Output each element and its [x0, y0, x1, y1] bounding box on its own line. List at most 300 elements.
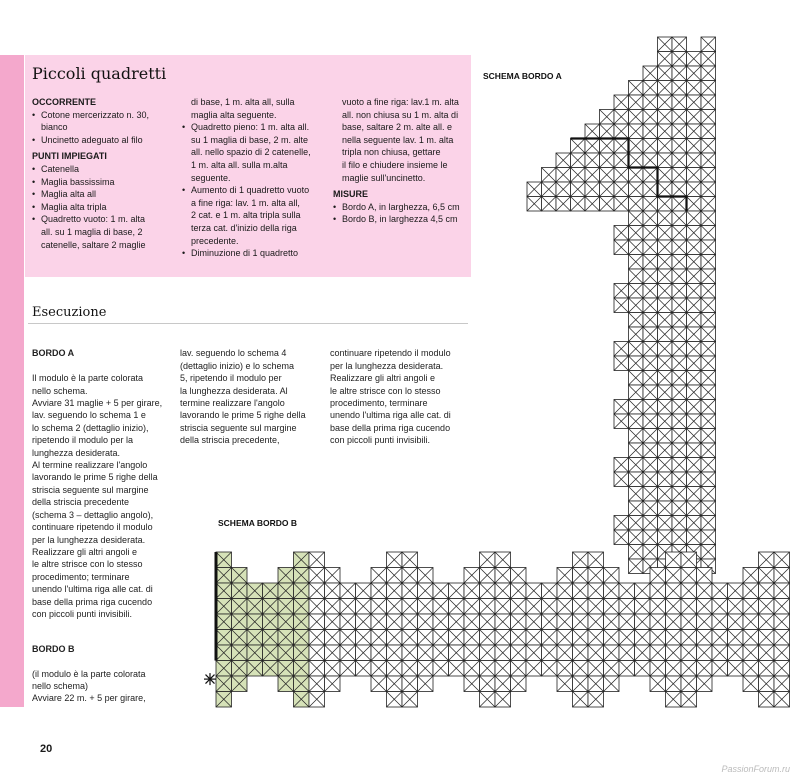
filet-cell: [643, 197, 658, 212]
filet-cell: [216, 676, 232, 692]
filet-cell: [643, 545, 658, 560]
filet-cell: [278, 583, 294, 599]
page-number: 20: [40, 743, 53, 755]
filet-cell: [629, 284, 644, 299]
filet-cell: [701, 269, 716, 284]
filet-cell: [309, 645, 325, 661]
filet-cell: [643, 313, 658, 328]
filet-cell: [571, 153, 586, 168]
filet-cell: [263, 583, 279, 599]
filet-cell: [571, 139, 586, 154]
filet-cell: [672, 182, 687, 197]
filet-cell: [340, 645, 356, 661]
execution-text-2: lav. seguendo lo schema 4 (dettaglio inizio) e lo schema 5, ripetendo il modulo per la lunghezza desiderata. Al termine realizzare l'angolo lavorando le prime 5 righe della striscia seguente sul margine della striscia precedente,: [180, 348, 306, 446]
filet-cell: [325, 630, 341, 646]
filet-cell: [658, 414, 673, 429]
filet-cell: [294, 692, 310, 708]
filet-cell: [697, 568, 713, 584]
filet-cell: [701, 385, 716, 400]
filet-cell: [666, 661, 682, 677]
filet-cell: [672, 269, 687, 284]
filet-cell: [542, 614, 558, 630]
filet-cell: [687, 81, 702, 96]
filet-cell: [464, 583, 480, 599]
filet-cell: [309, 692, 325, 708]
filet-cell: [573, 692, 589, 708]
filet-cell: [619, 661, 635, 677]
filet-cell: [629, 269, 644, 284]
filet-cell: [712, 661, 728, 677]
filet-cell: [216, 552, 232, 568]
filet-cell: [309, 630, 325, 646]
filet-cell: [701, 472, 716, 487]
filet-cell: [614, 139, 629, 154]
filet-cell: [542, 197, 557, 212]
filet-cell: [643, 182, 658, 197]
filet-cell: [495, 692, 511, 708]
list-item: vuoto a fine riga: lav.1 m. alta: [342, 97, 459, 107]
filet-cell: [666, 599, 682, 615]
schema-bordo-a-chart: [527, 37, 716, 574]
filet-cell: [701, 356, 716, 371]
filet-cell: [449, 645, 465, 661]
filet-cell: [629, 313, 644, 328]
filet-cell: [588, 661, 604, 677]
filet-cell: [701, 226, 716, 241]
filet-cell: [728, 599, 744, 615]
filet-cell: [556, 182, 571, 197]
filet-cell: [672, 240, 687, 255]
filet-cell: [672, 298, 687, 313]
filet-cell: [658, 153, 673, 168]
filet-cell: [687, 501, 702, 516]
filet-cell: [701, 371, 716, 386]
filet-cell: [629, 545, 644, 560]
filet-cell: [672, 95, 687, 110]
filet-cell: [687, 516, 702, 531]
filet-cell: [774, 614, 790, 630]
filet-cell: [294, 599, 310, 615]
filet-cell: [629, 81, 644, 96]
filet-cell: [629, 472, 644, 487]
filet-cell: [614, 95, 629, 110]
filet-cell: [387, 568, 403, 584]
bordo-a-heading: BORDO A: [32, 348, 75, 359]
filet-cell: [216, 661, 232, 677]
filet-cell: [701, 429, 716, 444]
filet-cell: [672, 472, 687, 487]
filet-cell: [687, 211, 702, 226]
filet-cell: [672, 400, 687, 415]
filet-cell: [687, 342, 702, 357]
filet-cell: [774, 630, 790, 646]
list-item: seguente.: [191, 172, 231, 183]
filet-cell: [759, 645, 775, 661]
filet-cell: [557, 661, 573, 677]
execution-text-3: continuare ripetendo il modulo per la lunghezza desiderata. Realizzare gli altri angoli e le altre strisce con lo stesso procedimento, terminare unendo l'ultima riga alle cat. di base della prima riga cucendo con piccoli punti invisibili.: [330, 348, 451, 446]
filet-cell: [672, 429, 687, 444]
filet-cell: [542, 168, 557, 183]
filet-cell: [687, 284, 702, 299]
filet-cell: [643, 269, 658, 284]
filet-cell: [614, 356, 629, 371]
filet-cell: [585, 139, 600, 154]
filet-cell: [687, 385, 702, 400]
filet-cell: [701, 501, 716, 516]
filet-cell: [658, 458, 673, 473]
filet-cell: [701, 197, 716, 212]
filet-cell: [418, 645, 434, 661]
filet-cell: [701, 400, 716, 415]
filet-cell: [728, 583, 744, 599]
filet-cell: [614, 400, 629, 415]
filet-cell: [672, 81, 687, 96]
filet-cell: [658, 487, 673, 502]
filet-cell: [643, 530, 658, 545]
filet-cell: [325, 645, 341, 661]
filet-cell: [371, 599, 387, 615]
filet-cell: [629, 414, 644, 429]
filet-cell: [263, 661, 279, 677]
list-item: • Maglia alta all: [32, 188, 182, 201]
filet-cell: [666, 552, 682, 568]
list-item: • Aumento di 1 quadretto vuoto: [182, 184, 332, 197]
filet-cell: [643, 356, 658, 371]
filet-cell: [449, 599, 465, 615]
filet-cell: [643, 226, 658, 241]
filet-cell: [650, 599, 666, 615]
filet-cell: [629, 356, 644, 371]
filet-cell: [600, 182, 615, 197]
filet-cell: [672, 110, 687, 125]
filet-cell: [371, 614, 387, 630]
filet-cell: [650, 661, 666, 677]
list-item: terza cat. d'inizio della riga: [191, 222, 297, 233]
filet-cell: [672, 327, 687, 342]
filet-cell: [588, 630, 604, 646]
filet-cell: [728, 661, 744, 677]
filet-cell: [672, 255, 687, 270]
filet-cell: [701, 284, 716, 299]
filet-cell: [216, 568, 232, 584]
filet-cell: [571, 168, 586, 183]
filet-cell: [635, 599, 651, 615]
filet-cell: [759, 692, 775, 708]
filet-cell: [728, 645, 744, 661]
misure-heading: MISURE: [333, 189, 369, 200]
filet-cell: [629, 182, 644, 197]
filet-cell: [697, 599, 713, 615]
filet-cell: [701, 52, 716, 67]
filet-cell: [402, 583, 418, 599]
list-item: tripla non chiusa, gettare: [342, 147, 441, 158]
filet-cell: [511, 645, 527, 661]
filet-cell: [387, 661, 403, 677]
filet-cell: [687, 443, 702, 458]
filet-cell: [701, 211, 716, 226]
filet-cell: [294, 583, 310, 599]
filet-cell: [309, 676, 325, 692]
filet-cell: [658, 327, 673, 342]
filet-cell: [604, 614, 620, 630]
filet-cell: [672, 168, 687, 183]
filet-cell: [263, 614, 279, 630]
filet-cell: [643, 516, 658, 531]
filet-cell: [697, 645, 713, 661]
filet-cell: [672, 66, 687, 81]
filet-cell: [701, 327, 716, 342]
filet-cell: [629, 559, 644, 574]
filet-cell: [556, 168, 571, 183]
filet-cell: [658, 255, 673, 270]
filet-cell: [556, 197, 571, 212]
filet-cell: [629, 371, 644, 386]
filet-cell: [449, 614, 465, 630]
filet-cell: [643, 153, 658, 168]
filet-cell: [573, 568, 589, 584]
filet-cell: [387, 630, 403, 646]
filet-cell: [604, 568, 620, 584]
filet-cell: [643, 168, 658, 183]
filet-cell: [619, 583, 635, 599]
filet-cell: [712, 645, 728, 661]
filet-cell: [743, 614, 759, 630]
filet-cell: [643, 211, 658, 226]
filet-cell: [557, 676, 573, 692]
watermark: PassionForum.ru: [721, 764, 790, 774]
filet-cell: [511, 630, 527, 646]
filet-cell: [526, 645, 542, 661]
filet-cell: [712, 583, 728, 599]
filet-cell: [356, 661, 372, 677]
filet-cell: [232, 630, 248, 646]
filet-cell: [614, 110, 629, 125]
filet-cell: [387, 692, 403, 708]
filet-cell: [511, 614, 527, 630]
filet-cell: [697, 583, 713, 599]
filet-cell: [464, 661, 480, 677]
list-item: di base, 1 m. alta all, sulla: [191, 97, 295, 107]
filet-cell: [687, 168, 702, 183]
filet-cell: [247, 599, 263, 615]
filet-cell: [433, 661, 449, 677]
filet-cell: [687, 371, 702, 386]
filet-cell: [356, 583, 372, 599]
list-item: all. nello spazio di 2 catenelle,: [191, 147, 311, 158]
filet-cell: [629, 429, 644, 444]
filet-cell: [658, 371, 673, 386]
filet-cell: [464, 676, 480, 692]
filet-cell: [666, 583, 682, 599]
filet-cell: [643, 385, 658, 400]
filet-cell: [216, 614, 232, 630]
filet-cell: [418, 614, 434, 630]
filet-cell: [672, 443, 687, 458]
filet-cell: [480, 568, 496, 584]
filet-cell: [325, 676, 341, 692]
filet-cell: [247, 614, 263, 630]
filet-cell: [247, 630, 263, 646]
filet-cell: [687, 197, 702, 212]
filet-cell: [571, 197, 586, 212]
filet-cell: [629, 327, 644, 342]
filet-cell: [402, 614, 418, 630]
filet-cell: [687, 182, 702, 197]
filet-cell: [604, 645, 620, 661]
filet-cell: [557, 583, 573, 599]
filet-cell: [658, 168, 673, 183]
list-item: maglie sull'uncinetto.: [342, 172, 426, 183]
filet-cell: [588, 614, 604, 630]
page-title: Piccoli quadretti: [32, 64, 167, 83]
list-item: bianco: [41, 122, 68, 133]
filet-cell: [658, 400, 673, 415]
filet-cell: [643, 400, 658, 415]
filet-cell: [759, 676, 775, 692]
filet-cell: [629, 255, 644, 270]
filet-cell: [687, 240, 702, 255]
filet-cell: [629, 211, 644, 226]
filet-cell: [635, 614, 651, 630]
filet-cell: [672, 414, 687, 429]
filet-cell: [701, 37, 716, 52]
filet-cell: [542, 182, 557, 197]
filet-cell: [701, 139, 716, 154]
filet-cell: [672, 52, 687, 67]
punti-heading: PUNTI IMPIEGATI: [32, 151, 107, 162]
filet-cell: [325, 614, 341, 630]
filet-cell: [340, 614, 356, 630]
filet-cell: [697, 614, 713, 630]
filet-cell: [666, 676, 682, 692]
filet-cell: [464, 645, 480, 661]
filet-cell: [480, 614, 496, 630]
filet-cell: [629, 240, 644, 255]
filet-cell: [480, 599, 496, 615]
filet-cell: [588, 645, 604, 661]
filet-cell: [643, 139, 658, 154]
filet-cell: [701, 153, 716, 168]
filet-cell: [604, 599, 620, 615]
filet-cell: [643, 487, 658, 502]
filet-cell: [614, 240, 629, 255]
filet-cell: [629, 197, 644, 212]
filet-cell: [588, 583, 604, 599]
filet-cell: [573, 661, 589, 677]
filet-cell: [325, 583, 341, 599]
filet-cell: [687, 327, 702, 342]
filet-cell: [449, 661, 465, 677]
filet-cell: [294, 614, 310, 630]
filet-cell: [464, 630, 480, 646]
filet-cell: [614, 182, 629, 197]
occorrente-heading: OCCORRENTE: [32, 97, 97, 107]
filet-cell: [658, 501, 673, 516]
filet-cell: [263, 645, 279, 661]
filet-cell: [263, 599, 279, 615]
filet-cell: [672, 313, 687, 328]
filet-cell: [701, 182, 716, 197]
filet-cell: [687, 414, 702, 429]
filet-cell: [681, 568, 697, 584]
list-item: su 1 maglia di base, 2 m. alte: [191, 134, 309, 145]
filet-cell: [614, 168, 629, 183]
filet-cell: [614, 414, 629, 429]
filet-cell: [495, 599, 511, 615]
filet-cell: [701, 110, 716, 125]
filet-cell: [666, 630, 682, 646]
list-item: 2 cat. e 1 m. alta tripla sulla: [191, 210, 301, 221]
filet-cell: [263, 630, 279, 646]
filet-cell: [356, 614, 372, 630]
filet-cell: [588, 552, 604, 568]
filet-cell: [387, 614, 403, 630]
filet-cell: [650, 676, 666, 692]
filet-cell: [402, 661, 418, 677]
filet-cell: [418, 583, 434, 599]
filet-cell: [371, 630, 387, 646]
filet-cell: [658, 81, 673, 96]
filet-cell: [629, 458, 644, 473]
list-item: • Cotone mercerizzato n. 30,: [32, 109, 182, 122]
filet-cell: [629, 95, 644, 110]
filet-cell: [774, 661, 790, 677]
filet-cell: [600, 110, 615, 125]
filet-cell: [600, 139, 615, 154]
filet-cell: [687, 313, 702, 328]
filet-cell: [573, 552, 589, 568]
filet-cell: [629, 124, 644, 139]
filet-cell: [672, 356, 687, 371]
filet-cell: [585, 153, 600, 168]
filet-cell: [526, 599, 542, 615]
execution-title: Esecuzione: [32, 305, 107, 320]
filet-cell: [464, 568, 480, 584]
filet-cell: [387, 552, 403, 568]
filet-cell: [495, 630, 511, 646]
filet-cell: [387, 583, 403, 599]
filet-cell: [658, 342, 673, 357]
filet-cell: [774, 645, 790, 661]
filet-cell: [728, 630, 744, 646]
filet-cell: [294, 568, 310, 584]
filet-cell: [557, 645, 573, 661]
filet-cell: [278, 614, 294, 630]
filet-cell: [402, 645, 418, 661]
filet-cell: [759, 583, 775, 599]
filet-cell: [614, 458, 629, 473]
filet-cell: [672, 211, 687, 226]
filet-cell: [216, 692, 232, 708]
filet-cell: [672, 487, 687, 502]
filet-cell: [433, 630, 449, 646]
filet-cell: [658, 211, 673, 226]
filet-cell: [687, 153, 702, 168]
filet-cell: [774, 692, 790, 708]
filet-cell: [681, 583, 697, 599]
filet-cell: [687, 255, 702, 270]
schema-bordo-b-label: SCHEMA BORDO B: [218, 518, 298, 528]
filet-cell: [650, 568, 666, 584]
filet-cell: [600, 168, 615, 183]
filet-cell: [216, 630, 232, 646]
filet-cell: [629, 168, 644, 183]
filet-cell: [542, 645, 558, 661]
list-item: • Uncinetto adeguato al filo: [32, 134, 182, 147]
filet-cell: [743, 599, 759, 615]
filet-cell: [728, 614, 744, 630]
filet-cell: [629, 298, 644, 313]
